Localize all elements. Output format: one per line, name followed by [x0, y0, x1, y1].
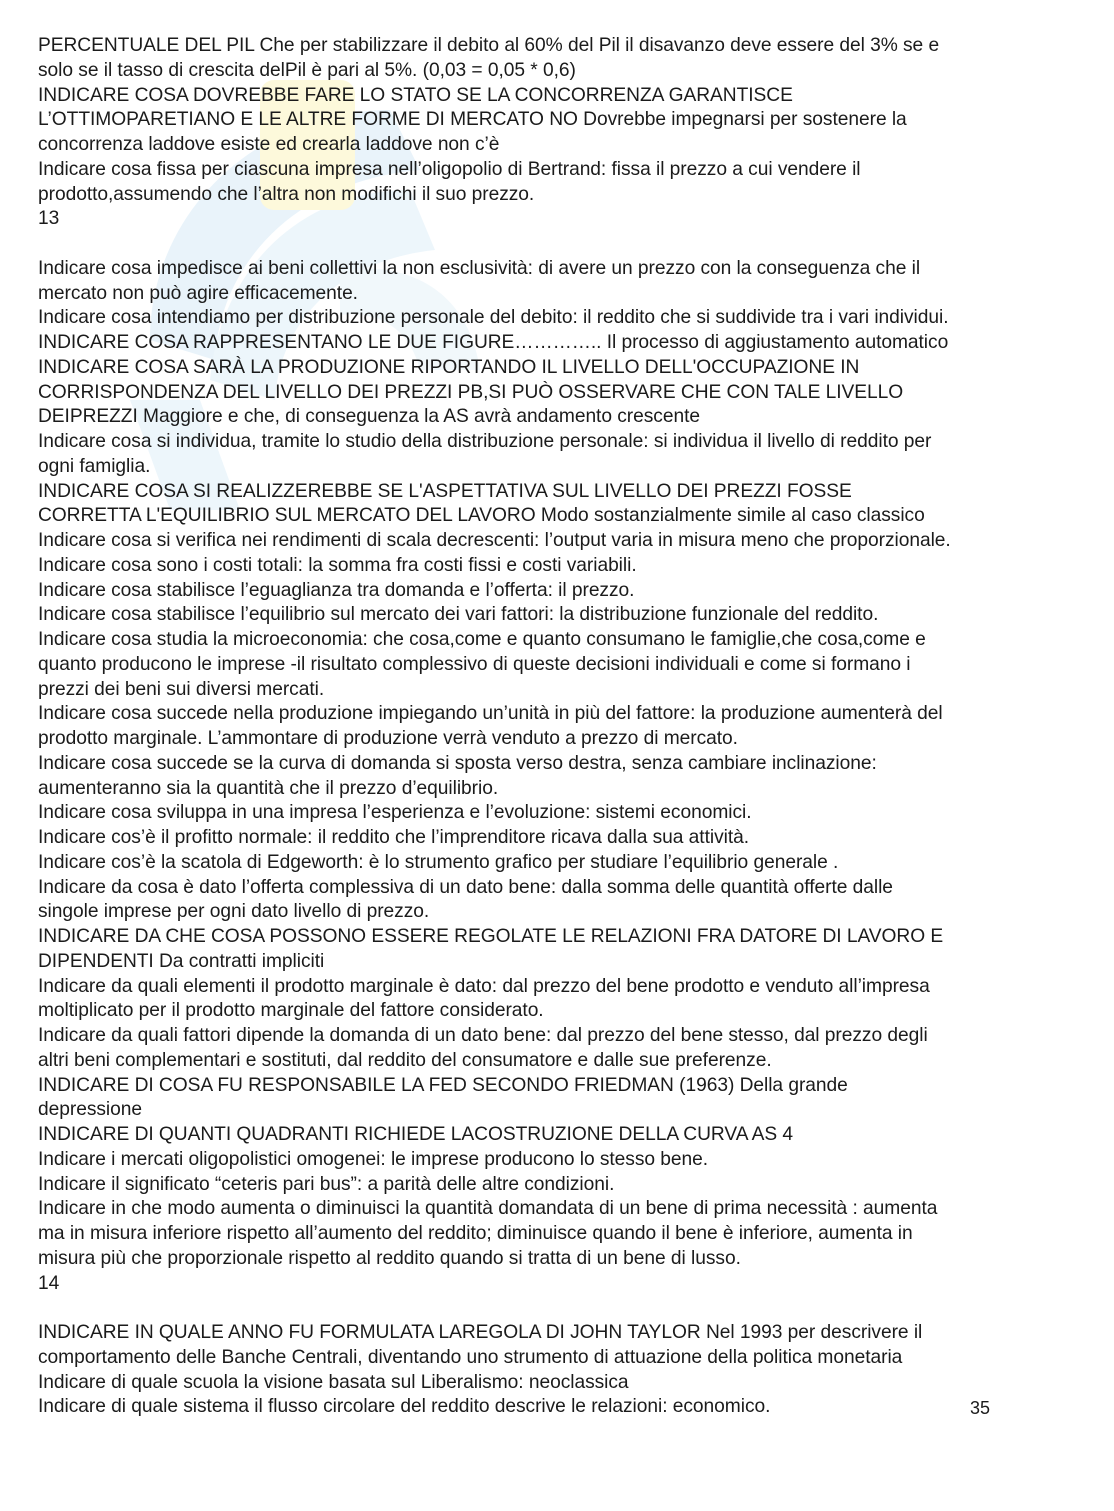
text-line: prodotto,assumendo che l’altra non modifichi il suo prezzo. [38, 183, 535, 205]
text-line: Indicare cosa impedisce ai beni collettivi la non esclusività: di avere un prezzo con la conseguenza che il [38, 257, 921, 279]
text-line: Indicare cosa si verifica nei rendimenti di scala decrescenti: l’output varia in misura meno che proporzionale. [38, 530, 951, 551]
text-line: PERCENTUALE DEL PIL Che per stabilizzare il debito al 60% del Pil il disavanzo deve essere del 3% se e [38, 35, 940, 56]
text-line: INDICARE DI QUANTI QUADRANTI RICHIEDE LACOSTRUZIONE DELLA CURVA AS 4 [38, 1124, 794, 1145]
text-line: INDICARE COSA DOVREBBE FARE LO STATO SE LA CONCORRENZA GARANTISCE [38, 84, 793, 106]
text-line: Indicare cosa fissa per ciascuna impresa nell’oligopolio di Bertrand: fissa il prezzo a cui vendere il [38, 158, 861, 180]
text-line: comportamento delle Banche Centrali, diventando uno strumento di attuazione della politica monetaria [38, 1346, 903, 1368]
text-line: Indicare da cosa è dato l’offerta complessiva di un dato bene: dalla somma delle quantità offerte dalle [38, 876, 893, 898]
text-line: Indicare di quale scuola la visione basata sul Liberalismo: neoclassica [38, 1371, 629, 1393]
text-line: Indicare i mercati oligopolistici omogenei: le imprese producono lo stesso bene. [38, 1148, 709, 1170]
text-line: INDICARE IN QUALE ANNO FU FORMULATA LAREGOLA DI JOHN TAYLOR Nel 1993 per descrivere il [38, 1322, 923, 1343]
text-line: prezzi dei beni sui diversi mercati. [38, 678, 325, 700]
text-line: Indicare cosa si individua, tramite lo studio della distribuzione personale: si individua il livello di reddito per [38, 431, 932, 452]
text-line: Indicare in che modo aumenta o diminuisci la quantità domandata di un bene di prima necessità : aumenta [38, 1198, 938, 1220]
text-line: aumenteranno sia la quantità che il prezzo d’equilibrio. [38, 777, 499, 799]
text-line: solo se il tasso di crescita delPil è pari al 5%. (0,03 = 0,05 * 0,6) [38, 59, 576, 81]
blank-line [38, 232, 1083, 257]
text-line: altri beni complementari e sostituti, dal reddito del consumatore e dalle sue preferenze. [38, 1049, 772, 1071]
text-line: moltiplicato per il prodotto marginale del fattore considerato. [38, 1000, 544, 1022]
text-line: Indicare da quali elementi il prodotto marginale è dato: dal prezzo del bene prodotto e venduto all’impresa [38, 975, 930, 997]
text-line: Indicare cosa stabilisce l’equilibrio sul mercato dei vari fattori: la distribuzione funzionale del reddito. [38, 604, 879, 626]
text-line: INDICARE COSA RAPPRESENTANO LE DUE FIGURE………….. Il processo di aggiustamento automatico [38, 332, 949, 353]
text-line: singole imprese per ogni dato livello di prezzo. [38, 901, 430, 923]
text-line: CORRISPONDENZA DEL LIVELLO DEI PREZZI PB,SI PUÒ OSSERVARE CHE CON TALE LIVELLO [38, 381, 904, 403]
text-line: depressione [38, 1099, 142, 1121]
text-line: Indicare cosa succede se la curva di domanda si sposta verso destra, senza cambiare inclinazione: [38, 752, 877, 774]
text-line: Indicare cosa sviluppa in una impresa l’esperienza e l’evoluzione: sistemi economici. [38, 802, 752, 824]
text-line: L’OTTIMOPARETIANO E LE ALTRE FORME DI MERCATO NO Dovrebbe impegnarsi per sostenere la [38, 109, 907, 131]
text-line: CORRETTA L'EQUILIBRIO SUL MERCATO DEL LAVORO Modo sostanzialmente simile al caso classico [38, 505, 925, 527]
text-line: prodotto marginale. L’ammontare di produzione verrà venduto a prezzo di mercato. [38, 728, 738, 749]
text-line: concorrenza laddove esiste ed crearla laddove non c’è [38, 134, 500, 155]
text-line: mercato non può agire efficacemente. [38, 282, 358, 304]
text-line: ma in misura inferiore rispetto all’aumento del reddito; diminuisce quando il bene è inferiore, aumenta in [38, 1223, 913, 1244]
text-line: INDICARE DA CHE COSA POSSONO ESSERE REGOLATE LE RELAZIONI FRA DATORE DI LAVORO E [38, 926, 944, 947]
text-line: Indicare cos’è la scatola di Edgeworth: è lo strumento grafico per studiare l’equilibrio generale . [38, 851, 839, 873]
text-line: Indicare il significato “ceteris pari bus”: a parità delle altre condizioni. [38, 1173, 615, 1195]
text-line: ogni famiglia. [38, 455, 151, 477]
document-body [38, 34, 1083, 1420]
text-line: INDICARE COSA SI REALIZZEREBBE SE L'ASPETTATIVA SUL LIVELLO DEI PREZZI FOSSE [38, 480, 852, 502]
text-line: DEIPREZZI Maggiore e che, di conseguenza la AS avrà andamento crescente [38, 406, 700, 428]
text-line: Indicare cosa sono i costi totali: la somma fra costi fissi e costi variabili. [38, 554, 637, 576]
text-line: misura più che proporzionale rispetto al reddito quando si tratta di un bene di lusso. [38, 1247, 741, 1269]
text-line: INDICARE COSA SARÀ LA PRODUZIONE RIPORTANDO IL LIVELLO DELL'OCCUPAZIONE IN [38, 356, 860, 378]
text-line: Indicare cosa stabilisce l’eguaglianza tra domanda e l’offerta: il prezzo. [38, 579, 635, 601]
text-line: Indicare cosa intendiamo per distribuzione personale del debito: il reddito che si suddivide tra i vari individui. [38, 307, 949, 329]
text-line: Indicare cos’è il profitto normale: il reddito che l’imprenditore ricava dalla sua attività. [38, 827, 750, 848]
text-line: 13 [38, 208, 60, 230]
text-line: 14 [38, 1272, 60, 1294]
text-line: Indicare cosa studia la microeconomia: che cosa,come e quanto consumano le famiglie,che cosa,come e [38, 629, 926, 650]
text-line: INDICARE DI COSA FU RESPONSABILE LA FED SECONDO FRIEDMAN (1963) Della grande [38, 1074, 848, 1096]
text-line: Indicare da quali fattori dipende la domanda di un dato bene: dal prezzo del bene stesso, dal prezzo degli [38, 1025, 928, 1046]
text-line: Indicare di quale sistema il flusso circolare del reddito descrive le relazioni: economico. [38, 1396, 771, 1418]
blank-line [38, 1296, 1083, 1321]
text-line: DIPENDENTI Da contratti impliciti [38, 950, 325, 972]
text-line: quanto producono le imprese -il risultato complessivo di queste decisioni individuali e come si formano i [38, 653, 911, 675]
text-line: Indicare cosa succede nella produzione impiegando un’unità in più del fattore: la produzione aumenterà del [38, 703, 943, 725]
page-number: 35 [969, 1398, 990, 1418]
